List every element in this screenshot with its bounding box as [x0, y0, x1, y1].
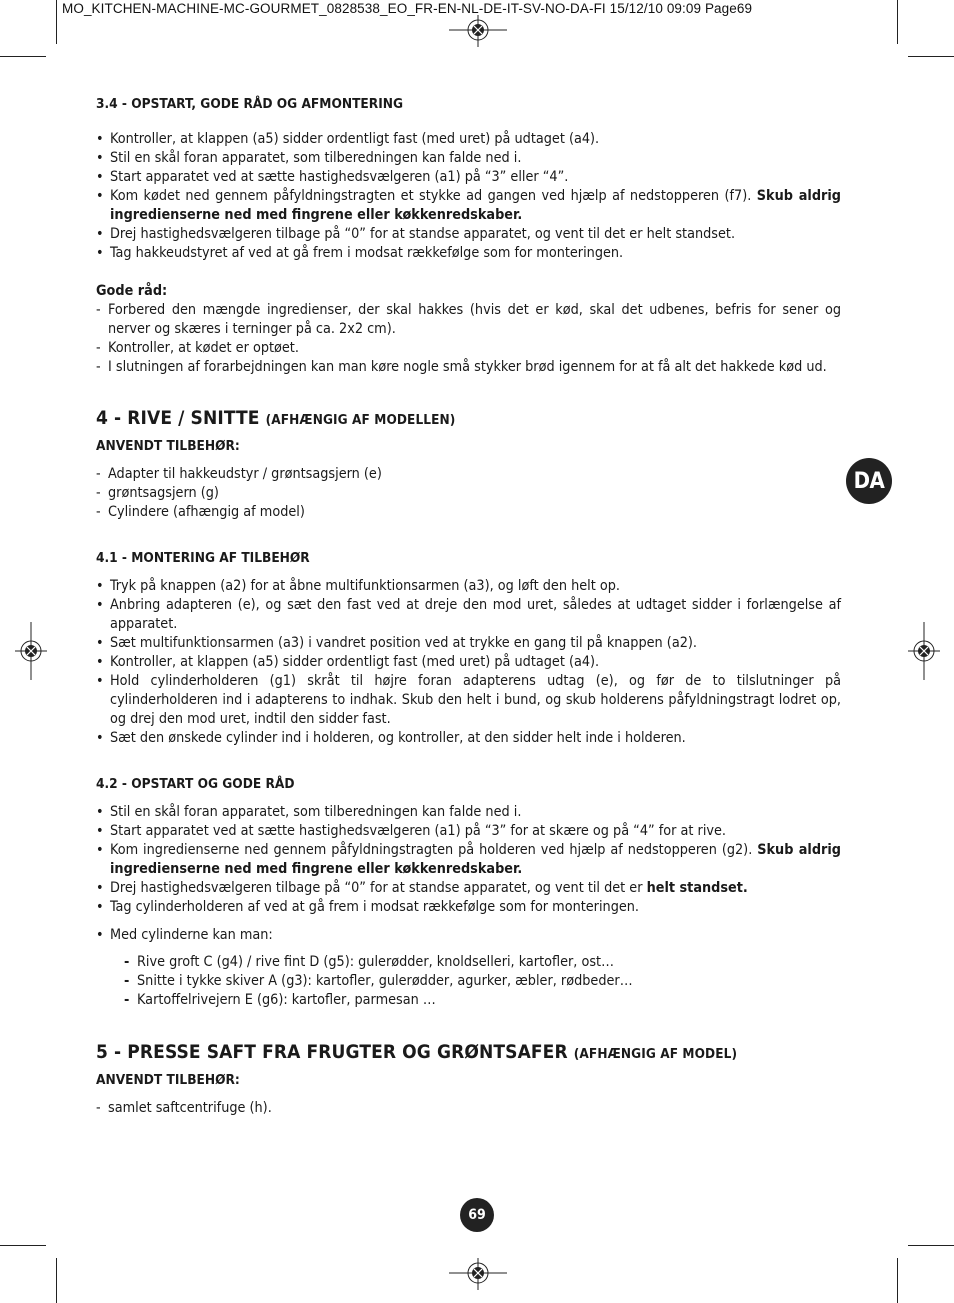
list-item: • Drej hastighedsvælgeren tilbage på “0” for at standse apparatet, og vent til det er helt standset.: [96, 225, 841, 244]
list-item: - Cylindere (afhængig af model): [96, 503, 841, 522]
accessories-label: ANVENDT TILBEHØR:: [96, 1072, 240, 1088]
list-item: • Stil en skål foran apparatet, som tilberedningen kan falde ned i.: [96, 803, 841, 822]
list-item: - I slutningen af forarbejdningen kan man køre nogle små stykker brød igennem for at få alt det hakkede kød ud.: [96, 358, 841, 377]
list-item: • Sæt den ønskede cylinder ind i holderen, og kontroller, at den sidder helt inde i holderen.: [96, 729, 841, 748]
crop-mark: [56, 1258, 57, 1303]
list-item: • Med cylinderne kan man:: [96, 926, 841, 945]
registration-mark-icon: [449, 15, 507, 47]
crop-mark: [897, 0, 898, 44]
registration-mark-icon: [908, 622, 940, 680]
list-item: - Adapter til hakkeudstyr / grøntsagsjern (e): [96, 465, 841, 484]
list-item: - Forbered den mængde ingredienser, der skal hakkes (hvis det er kød, skal det udbenes, befris for sener og nerver og skæres i terninger på ca. 2x2 cm).: [96, 301, 841, 339]
list-item: • Stil en skål foran apparatet, som tilberedningen kan falde ned i.: [96, 149, 841, 168]
list-item: • Tag cylinderholderen af ved at gå frem i modsat rækkefølge som for monteringen.: [96, 898, 841, 917]
accessories-label: ANVENDT TILBEHØR:: [96, 438, 240, 454]
section-title-text: 5 - PRESSE SAFT FRA FRUGTER OG GRØNTSAFER: [96, 1041, 568, 1063]
list-item: • Anbring adapteren (e), og sæt den fast ved at dreje den mod uret, således at udtaget sidder i forlængelse af apparatet.: [96, 596, 841, 634]
list-item-text: Kom kødet ned gennem påfyldningstragten et stykke ad gangen ved hjælp af nedstopperen (f7).: [110, 188, 752, 204]
section-4-2-heading: 4.2 - OPSTART OG GODE RÅD: [96, 776, 295, 792]
list-item: • Hold cylinderholderen (g1) skråt til højre foran adapterens udtag (e), og før de to tilslutninger på cylinderholderen ind i adapterens to indhak. Skub den helt i bund, og skub holderens påfyldningstragt lodret op, og drej den mod uret, indtil den sidder fast.: [96, 672, 841, 729]
section-4-2-list: [96, 803, 841, 945]
accessories-list: [96, 1099, 841, 1118]
crop-mark: [908, 56, 954, 57]
section-4-1-list: [96, 577, 841, 748]
registration-mark-icon: [449, 1258, 507, 1290]
crop-mark: [897, 1258, 898, 1303]
section-3-4-heading: 3.4 - OPSTART, GODE RÅD OG AFMONTERING: [96, 96, 404, 112]
registration-mark-icon: [15, 622, 47, 680]
list-item-text: Kom ingredienserne ned gennem påfyldningstragten på holderen ved hjælp af nedstopperen (g2).: [110, 842, 753, 858]
crop-mark: [56, 0, 57, 44]
list-item: [96, 841, 841, 879]
list-item: • Kontroller, at klappen (a5) sidder ordentligt fast (med uret) på udtaget (a4).: [96, 653, 841, 672]
list-item: • Start apparatet ved at sætte hastighedsvælgeren (a1) på “3” eller “4”.: [96, 168, 841, 187]
warning-text: Skub aldrig ingredienserne ned med fingrene eller køkkenredskaber.: [110, 842, 841, 877]
list-item: • Tag hakkeudstyret af ved at gå frem i modsat rækkefølge som for monteringen.: [96, 244, 841, 263]
model-note: (AFHÆNGIG AF MODELLEN): [265, 412, 456, 428]
list-item: - samlet saftcentrifuge (h).: [96, 1099, 841, 1118]
page-number: 69: [460, 1198, 494, 1232]
section-4-title: [96, 409, 841, 430]
cylinder-list: [96, 953, 841, 1010]
list-item: [96, 187, 841, 225]
section-title-text: 4 - RIVE / SNITTE: [96, 407, 260, 429]
section-5-title: [96, 1043, 841, 1064]
list-item: - Snitte i tykke skiver A (g3): kartofler, gulerødder, agurker, æbler, rødbeder…: [124, 972, 841, 991]
accessories-list: [96, 465, 841, 522]
crop-mark: [0, 56, 46, 57]
section-3-4-list: [96, 130, 841, 263]
section-4-1-heading: 4.1 - MONTERING AF TILBEHØR: [96, 550, 310, 566]
list-item: - Kartoffelrivejern E (g6): kartofler, parmesan …: [124, 991, 841, 1010]
print-slug: MO_KITCHEN-MACHINE-MC-GOURMET_0828538_EO_FR-EN-NL-DE-IT-SV-NO-DA-FI 15/12/10 09:09 Page69: [62, 1, 753, 16]
page-content: [96, 95, 841, 1118]
list-item: - grøntsagsjern (g): [96, 484, 841, 503]
list-item: - Rive groft C (g4) / rive fint D (g5): gulerødder, knoldselleri, kartofler, ost…: [124, 953, 841, 972]
list-item: • Kontroller, at klappen (a5) sidder ordentligt fast (med uret) på udtaget (a4).: [96, 130, 841, 149]
crop-mark: [0, 1245, 46, 1246]
list-item: • Tryk på knappen (a2) for at åbne multifunktionsarmen (a3), og løft den helt op.: [96, 577, 841, 596]
model-note: (AFHÆNGIG AF MODEL): [573, 1046, 738, 1062]
emphasis-text: helt standset.: [646, 880, 748, 896]
tips-list: [96, 301, 841, 377]
list-item: • Start apparatet ved at sætte hastighedsvælgeren (a1) på “3” for at skære og på “4” for at rive.: [96, 822, 841, 841]
tips-heading: Gode råd:: [96, 283, 168, 299]
list-item-text: Drej hastighedsvælgeren tilbage på “0” for at standse apparatet, og vent til det er: [110, 880, 643, 896]
language-badge: DA: [846, 458, 892, 504]
list-item: [96, 879, 841, 898]
crop-mark: [908, 1245, 954, 1246]
warning-text: Skub aldrig ingredienserne ned med fingrene eller køkkenredskaber.: [110, 188, 841, 223]
list-item: • Sæt multifunktionsarmen (a3) i vandret position ved at trykke en gang til på knappen (a2).: [96, 634, 841, 653]
list-item: - Kontroller, at kødet er optøet.: [96, 339, 841, 358]
